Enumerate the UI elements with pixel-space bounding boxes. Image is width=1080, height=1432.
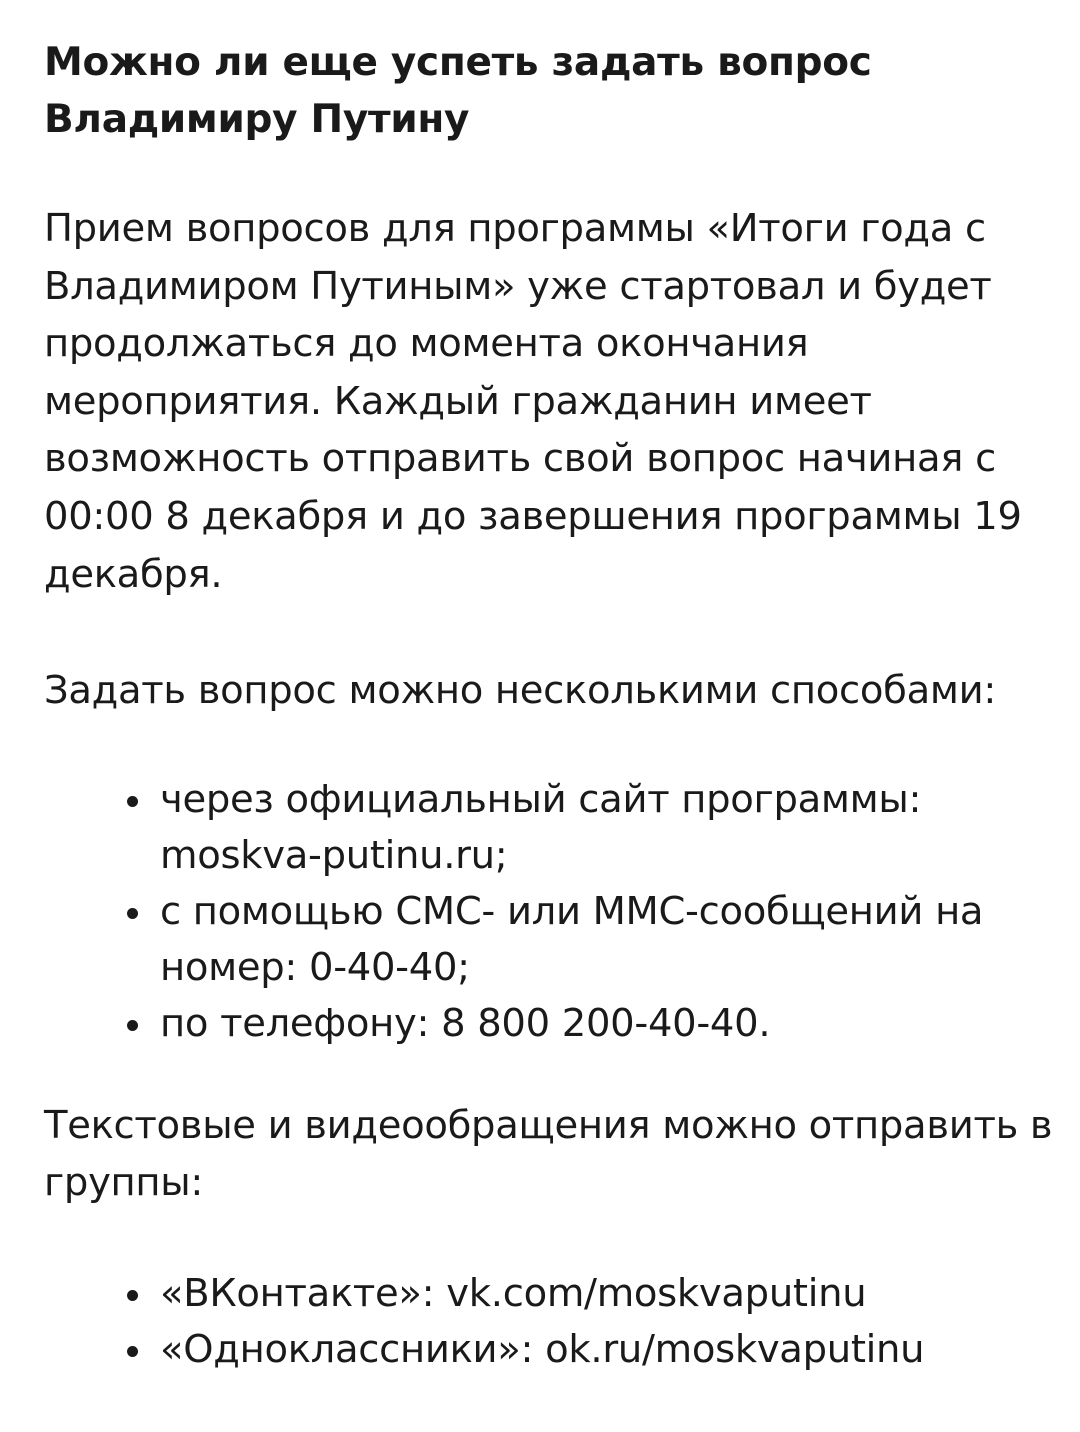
list-item [160,996,1054,1052]
list-item [160,772,1054,884]
ways-list [44,772,1054,1052]
bullet-icon [127,1290,138,1301]
list-item-text: «ВКонтакте»: vk.com/moskvaputinu [160,1270,867,1316]
list-item [160,1266,1054,1322]
list-item-text: через официальный сайт программы: moskva-putinu.ru; [160,776,922,878]
bullet-icon [127,796,138,807]
bullet-icon [127,908,138,919]
groups-intro-paragraph: Текстовые и видеообращения можно отправить в группы: [44,1102,1053,1206]
bullet-icon [127,1346,138,1357]
intro-paragraph: Прием вопросов для программы «Итоги года с Владимиром Путиным» уже стартовал и будет продолжаться до момента окончания мероприятия. Каждый гражданин имеет возможность отправить свой вопрос начиная с 00:00 8 декабря и до завершения программы 19 декабря. [44,206,1022,597]
article [44,0,1054,1378]
list-item-text: «Одноклассники»: ok.ru/moskvaputinu [160,1326,925,1372]
list-item [160,884,1054,996]
groups-list [44,1266,1054,1378]
ways-intro-paragraph: Задать вопрос можно несколькими способами: [44,668,997,714]
bullet-icon [127,1020,138,1031]
list-item-text: с помощью СМС- или ММС-сообщений на номер: 0-40-40; [160,888,984,990]
article-title: Можно ли еще успеть задать вопрос Владимиру Путину [44,40,872,142]
list-item-text: по телефону: 8 800 200-40-40. [160,1000,771,1046]
list-item [160,1322,1054,1378]
